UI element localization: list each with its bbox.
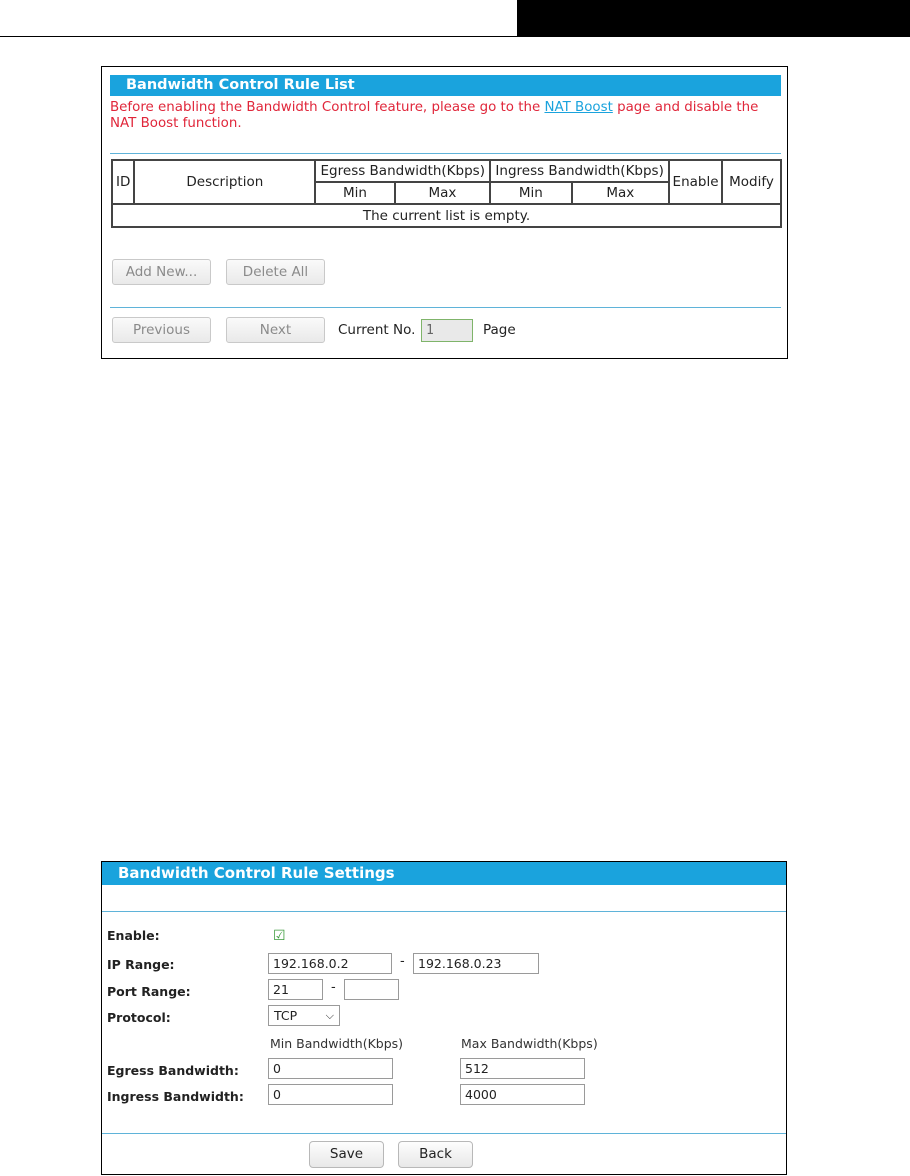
next-button[interactable]: Next <box>226 317 325 343</box>
col-ingress-max: Max <box>572 182 670 204</box>
divider <box>102 911 786 912</box>
egress-min-input[interactable] <box>268 1058 393 1079</box>
chevron-down-icon: ⌵ <box>325 1009 334 1022</box>
rule-settings-panel <box>101 861 787 1175</box>
col-egress-max: Max <box>395 182 491 204</box>
divider <box>110 153 781 154</box>
current-page-input[interactable] <box>421 319 473 342</box>
col-description: Description <box>134 160 315 204</box>
ingress-bandwidth-label: Ingress Bandwidth: <box>107 1089 244 1104</box>
ip-end-input[interactable] <box>413 953 539 974</box>
ingress-min-input[interactable] <box>268 1084 393 1105</box>
ingress-max-input[interactable] <box>460 1084 585 1105</box>
rule-table <box>111 159 782 228</box>
nat-boost-warning <box>110 100 786 132</box>
col-ingress-min: Min <box>490 182 571 204</box>
ip-range-label: IP Range: <box>107 957 175 972</box>
current-no-label: Current No. <box>338 322 416 338</box>
delete-all-button[interactable]: Delete All <box>226 259 325 285</box>
header-black-block <box>517 0 910 37</box>
rule-list-panel <box>101 66 788 359</box>
header-rule <box>0 36 520 37</box>
nat-boost-link[interactable]: NAT Boost <box>544 100 613 115</box>
empty-list-message: The current list is empty. <box>112 204 781 227</box>
col-modify: Modify <box>722 160 781 204</box>
divider <box>102 1133 786 1134</box>
col-egress: Egress Bandwidth(Kbps) <box>315 160 490 182</box>
warning-text: Before enabling the Bandwidth Control feature, please go to the <box>110 100 545 115</box>
ip-start-input[interactable] <box>268 953 392 974</box>
enable-checkbox[interactable]: ☑ <box>273 928 286 944</box>
protocol-label: Protocol: <box>107 1010 171 1025</box>
protocol-value: TCP <box>274 1008 298 1023</box>
rule-list-title: Bandwidth Control Rule List <box>110 75 781 96</box>
col-ingress: Ingress Bandwidth(Kbps) <box>490 160 669 182</box>
save-button[interactable]: Save <box>309 1141 384 1168</box>
egress-max-input[interactable] <box>460 1058 585 1079</box>
warning-text-end: page and disable the NAT Boost function. <box>110 100 759 131</box>
enable-label: Enable: <box>107 928 160 943</box>
col-enable: Enable <box>669 160 722 204</box>
divider <box>110 307 781 308</box>
port-range-label: Port Range: <box>107 984 191 999</box>
port-end-input[interactable] <box>344 979 399 1000</box>
min-bandwidth-header: Min Bandwidth(Kbps) <box>270 1036 404 1051</box>
page-label: Page <box>483 322 516 338</box>
col-egress-min: Min <box>315 182 394 204</box>
add-new-button[interactable]: Add New... <box>112 259 211 285</box>
col-id: ID <box>112 160 134 204</box>
port-range-dash: - <box>331 980 336 995</box>
port-start-input[interactable] <box>268 979 323 1000</box>
egress-bandwidth-label: Egress Bandwidth: <box>107 1063 239 1078</box>
rule-settings-title: Bandwidth Control Rule Settings <box>102 862 786 885</box>
ip-range-dash: - <box>400 954 405 969</box>
max-bandwidth-header: Max Bandwidth(Kbps) <box>461 1036 598 1051</box>
protocol-select[interactable] <box>268 1005 340 1026</box>
back-button[interactable]: Back <box>398 1141 473 1168</box>
previous-button[interactable]: Previous <box>112 317 211 343</box>
